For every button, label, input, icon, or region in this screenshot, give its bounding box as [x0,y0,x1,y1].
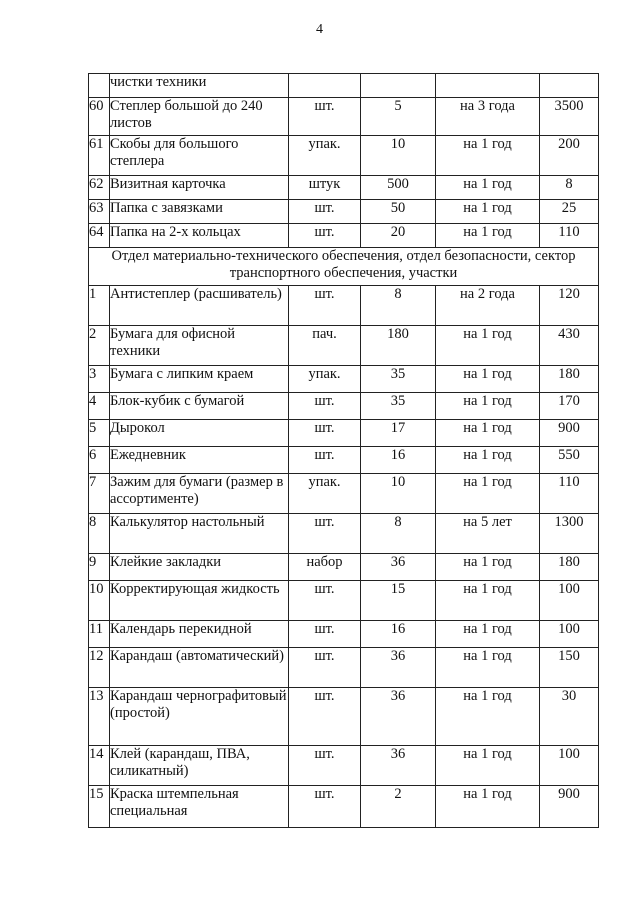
table-body-top [89,74,599,248]
item-unit: шт. [289,648,361,688]
item-unit: штук [289,176,361,200]
item-period: на 1 год [436,393,540,420]
item-price: 30 [540,688,599,746]
item-price: 180 [540,366,599,393]
item-number [89,74,110,98]
item-name: Антистеплер (расшиватель) [110,286,289,326]
item-unit: набор [289,554,361,581]
table-row [89,514,599,554]
item-unit: пач. [289,326,361,366]
item-number: 7 [89,474,110,514]
item-number: 6 [89,447,110,474]
item-number: 13 [89,688,110,746]
item-name: Краска штемпельная специальная [110,786,289,828]
item-name: Бумага для офисной техники [110,326,289,366]
item-name: Бумага с липким краем [110,366,289,393]
item-name: Блок-кубик с бумагой [110,393,289,420]
table-row [89,420,599,447]
item-name: Скобы для большого степлера [110,136,289,176]
item-unit: шт. [289,514,361,554]
item-number: 1 [89,286,110,326]
item-quantity: 8 [361,286,436,326]
item-name: Клейкие закладки [110,554,289,581]
item-price: 1300 [540,514,599,554]
item-name: Папка на 2-х кольцах [110,224,289,248]
item-period: на 1 год [436,786,540,828]
table-row [89,366,599,393]
supplies-table [88,73,599,828]
item-quantity: 50 [361,200,436,224]
item-unit: упак. [289,136,361,176]
section-title: Отдел материально-технического обеспечения, отдел безопасности, сектор транспортного обеспечения, участки [89,248,599,286]
item-unit: шт. [289,447,361,474]
item-price: 170 [540,393,599,420]
item-quantity: 17 [361,420,436,447]
item-period: на 1 год [436,136,540,176]
item-name: Калькулятор настольный [110,514,289,554]
item-price: 550 [540,447,599,474]
item-number: 3 [89,366,110,393]
item-name: Карандаш (автоматический) [110,648,289,688]
item-number: 11 [89,621,110,648]
item-name: Папка с завязками [110,200,289,224]
item-price: 8 [540,176,599,200]
item-period: на 1 год [436,474,540,514]
item-price: 100 [540,746,599,786]
item-unit: шт. [289,746,361,786]
item-unit: шт. [289,393,361,420]
item-name: Корректирующая жидкость [110,581,289,621]
item-period: на 1 год [436,648,540,688]
item-quantity: 35 [361,393,436,420]
table-row [89,393,599,420]
item-unit: шт. [289,224,361,248]
item-price [540,74,599,98]
item-unit: упак. [289,366,361,393]
table-body-bottom [89,286,599,828]
item-period: на 1 год [436,688,540,746]
item-price: 200 [540,136,599,176]
item-number: 14 [89,746,110,786]
item-number: 60 [89,98,110,136]
item-unit: шт. [289,621,361,648]
table-row [89,447,599,474]
item-price: 430 [540,326,599,366]
item-quantity: 10 [361,136,436,176]
table-row [89,176,599,200]
item-quantity: 20 [361,224,436,248]
item-period: на 1 год [436,224,540,248]
item-price: 900 [540,786,599,828]
item-unit: шт. [289,786,361,828]
item-quantity: 2 [361,786,436,828]
table-row [89,74,599,98]
table-row [89,200,599,224]
item-price: 3500 [540,98,599,136]
item-name: Клей (карандаш, ПВА, силикатный) [110,746,289,786]
item-unit: шт. [289,420,361,447]
item-quantity: 16 [361,621,436,648]
item-price: 100 [540,581,599,621]
item-quantity: 8 [361,514,436,554]
item-number: 2 [89,326,110,366]
item-quantity: 36 [361,688,436,746]
item-number: 62 [89,176,110,200]
item-period: на 1 год [436,176,540,200]
item-quantity: 36 [361,554,436,581]
item-period: на 1 год [436,420,540,447]
item-name: Дырокол [110,420,289,447]
item-price: 120 [540,286,599,326]
table-row [89,554,599,581]
item-unit [289,74,361,98]
item-unit: шт. [289,581,361,621]
item-price: 150 [540,648,599,688]
item-quantity: 36 [361,746,436,786]
item-unit: шт. [289,200,361,224]
item-quantity: 500 [361,176,436,200]
item-unit: шт. [289,98,361,136]
item-period: на 1 год [436,621,540,648]
item-name: Календарь перекидной [110,621,289,648]
table-row [89,474,599,514]
item-period: на 1 год [436,581,540,621]
item-number: 63 [89,200,110,224]
item-quantity: 10 [361,474,436,514]
item-quantity: 15 [361,581,436,621]
item-quantity: 36 [361,648,436,688]
table-row [89,286,599,326]
item-period: на 1 год [436,200,540,224]
item-period: на 1 год [436,366,540,393]
item-price: 110 [540,224,599,248]
item-name: Степлер большой до 240 листов [110,98,289,136]
item-period: на 1 год [436,447,540,474]
table-row [89,786,599,828]
item-price: 110 [540,474,599,514]
table-row [89,688,599,746]
table-row [89,98,599,136]
item-number: 5 [89,420,110,447]
item-name: Визитная карточка [110,176,289,200]
item-number: 10 [89,581,110,621]
item-name: Ежедневник [110,447,289,474]
section-header-group [89,248,599,286]
table-row [89,746,599,786]
item-price: 25 [540,200,599,224]
item-price: 180 [540,554,599,581]
item-quantity [361,74,436,98]
item-name: Зажим для бумаги (размер в ассортименте) [110,474,289,514]
item-quantity: 180 [361,326,436,366]
item-name: чистки техники [110,74,289,98]
item-price: 100 [540,621,599,648]
table-row [89,224,599,248]
item-name: Карандаш чернографитовый (простой) [110,688,289,746]
page-number: 4 [316,22,323,37]
item-unit: упак. [289,474,361,514]
item-number: 12 [89,648,110,688]
item-period: на 2 года [436,286,540,326]
item-number: 8 [89,514,110,554]
table-row [89,648,599,688]
item-number: 15 [89,786,110,828]
item-quantity: 16 [361,447,436,474]
item-price: 900 [540,420,599,447]
item-quantity: 35 [361,366,436,393]
item-number: 64 [89,224,110,248]
table-row [89,136,599,176]
item-period: на 1 год [436,746,540,786]
item-period [436,74,540,98]
item-unit: шт. [289,688,361,746]
item-period: на 1 год [436,554,540,581]
section-header-row [89,248,599,286]
item-period: на 1 год [436,326,540,366]
item-number: 4 [89,393,110,420]
table-row [89,581,599,621]
table-row [89,621,599,648]
item-period: на 5 лет [436,514,540,554]
item-number: 61 [89,136,110,176]
item-unit: шт. [289,286,361,326]
item-number: 9 [89,554,110,581]
item-quantity: 5 [361,98,436,136]
item-period: на 3 года [436,98,540,136]
table-row [89,326,599,366]
